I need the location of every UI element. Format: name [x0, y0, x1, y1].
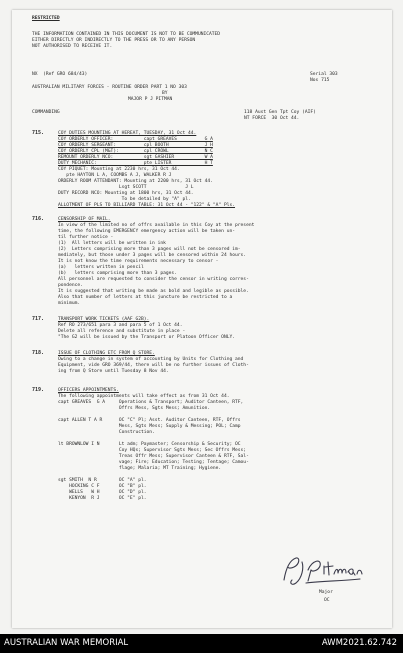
- s716-line: mediately, but those under 3 pages will be censored within 24 hours.: [58, 253, 247, 258]
- archive-reference: AWM2021.62.742: [321, 638, 397, 648]
- s715-line: ALLOTMENT OF PLS TO BILLIARD TABLE: 31 Oct 44 - "122" & "A" Pls.: [58, 203, 236, 208]
- s716-line: (b) letters comprising more than 3 pages.: [58, 271, 177, 276]
- document-page: [12, 10, 392, 628]
- s716-line: til further notice -: [58, 235, 114, 240]
- section-number-718: 718.: [32, 350, 45, 356]
- s719-line: capt ALLEN T A R OC "C" Pl; Asst. Auditor Canteen, RTF, Offrs: [58, 418, 241, 423]
- s716-line: minimum.: [58, 301, 81, 306]
- unit-name: 118 Aust Gen Tpt Coy (AIF): [244, 110, 316, 115]
- s716-line: It is not know the time requirements necessary to censor -: [58, 259, 219, 264]
- s719-line: The following appointments will take effect as from 31 Oct 44.: [58, 394, 230, 399]
- handwritten-signature: [278, 550, 368, 590]
- s715-line: pte HAYTON L A, COOMBS A J, WALKER R J: [58, 173, 172, 178]
- s716-line: Also that number of letters at this juncture be restricted to a: [58, 295, 233, 300]
- archive-footer: [0, 634, 403, 653]
- s719-line: WELLS W H OC "D" pl.: [58, 490, 147, 495]
- s715-line: DUTY RECORD NCO: Mounting at 1800 hrs, 31 Oct 44.: [58, 191, 194, 196]
- s718-heading: ISSUE OF CLOTHING ETC FROM Q STORE.: [58, 351, 155, 356]
- s719-line: lt BROWNLOW I N Lt adm; Paymaster; Censorship & Security; OC: [58, 442, 241, 447]
- s715-line: COY ORDERLY OFFICER: capt GREAVES G A: [58, 137, 213, 142]
- s715-line: DUTY MECHANIC: pte LISTER H T: [58, 161, 213, 166]
- security-notice-line-2: EITHER DIRECTLY OR INDIRECTLY TO THE PRESS OR TO ANY PERSON: [32, 38, 196, 43]
- s719-line: Construction.: [58, 430, 155, 435]
- security-notice-line-1: THE INFORMATION CONTAINED IN THIS DOCUMENT IS NOT TO BE COMMUNICATED: [32, 32, 221, 37]
- s716-line: In view of the limited no of offrs available in this Coy at the present: [58, 223, 255, 228]
- s715-line: ORDERLY ROOM ATTENDANT: Mounting at 2200 hrs, 31 Oct 44.: [58, 179, 213, 184]
- s716-line: pondence.: [58, 283, 83, 288]
- s715-line: COY ORDERLY SERGEANT: cpl BOOTH J H: [58, 143, 213, 148]
- s719-line: vage; Fire; Education; Testing; Tentage; Camou-: [58, 460, 249, 465]
- s718-line: ing from Q Store until Tuesday 8 Nov 44.: [58, 369, 169, 374]
- s716-heading: CENSORSHIP OF MAIL.: [58, 217, 111, 222]
- s717-heading: TRANSPORT WORK TICKETS (AAF G2B).: [58, 317, 150, 322]
- s715-line: COY PIQUET: Mounting at 2230 hrs, 31 Oct 44.: [58, 167, 180, 172]
- s719-heading: OFFICERS APPOINTMENTS.: [58, 388, 119, 393]
- s716-line: (1) All letters will be written in ink: [58, 241, 166, 246]
- signatory-rank: Major: [319, 590, 333, 595]
- signatory-title: OC: [324, 598, 330, 603]
- s719-line: flage; Malaria; MT Training; Hygiene.: [58, 466, 222, 471]
- s716-line: It is suggested that writing be made as bold and legible as possible.: [58, 289, 249, 294]
- s719-line: Mess, Sgts Mess; Supply & Messing; POL; Camp: [58, 424, 241, 429]
- s715-heading: COY DUTIES MOUNTING AT HEREAT, TUESDAY, 31 Oct 44.: [58, 131, 197, 136]
- s715-line: COY ORDERLY CPL (M&T): cpl CROWL N C: [58, 149, 213, 154]
- s719-line: sgt SMITH N R OC "A" pl.: [58, 478, 147, 483]
- s719-line: Coy HQs; Supervisor Sgts Mess; Sec Offrs Mess;: [58, 448, 247, 453]
- s715-line: Lsgt SCOTT J L: [58, 185, 194, 190]
- document-by: BY: [162, 91, 168, 96]
- s716-line: time, the following EMERGENCY emergency action will be taken un-: [58, 229, 236, 234]
- s719-line: capt GREAVES G A Operations & Transport; Auditor Canteen, RTF,: [58, 400, 244, 405]
- s719-line: Treas Offr Mess; Supervisor Canteen & RTF, Sal-: [58, 454, 249, 459]
- section-number-715: 715.: [32, 130, 45, 136]
- reference-number: NX (Ref GRO 684/43): [32, 72, 88, 77]
- s718-line: Equipment, vide GRO 369/44, there will be no further issues of Cloth-: [58, 363, 249, 368]
- section-number-717: 717.: [32, 316, 45, 322]
- s719-line: HOCKING C F OC "B" pl.: [58, 484, 147, 489]
- force-date: NT FORCE 30 Oct 44.: [244, 116, 300, 121]
- security-notice-line-3: NOT AUTHORISED TO RECEIVE IT.: [32, 44, 113, 49]
- serial-number: Serial 303: [310, 72, 338, 77]
- archive-name: AUSTRALIAN WAR MEMORIAL: [4, 638, 129, 648]
- s719-line: Offrs Mess, Sgts Mess; Amunition.: [58, 406, 211, 411]
- section-number-716: 716.: [32, 216, 45, 222]
- s715-line: REMOUNT ORDERLY NCO: sgt GASHIER W A: [58, 155, 213, 160]
- s717-line: "The G2 will be issued by the Transport or Platoon Officer ONLY.: [58, 335, 236, 340]
- s716-line: (2) Letters comprising more than 3 pages will not be censored im-: [58, 247, 241, 252]
- commanding-officer: MAJOR P J PITMAN: [128, 97, 173, 102]
- s716-line: (a) letters written in pencil: [58, 265, 144, 270]
- commanding-label: COMMANDING: [32, 110, 60, 115]
- section-number-719: 719.: [32, 387, 45, 393]
- order-nos: Nos 715: [310, 78, 330, 83]
- s716-line: All personnel are requested to consider the censor in writing corres-: [58, 277, 249, 282]
- s718-line: Owing to a change in system of accounting by Units for Clothing and: [58, 357, 244, 362]
- document-title: AUSTRALIAN MILITARY FORCES - ROUTINE ORDER PART 1 NO 303: [32, 85, 187, 90]
- restricted-marking: RESTRICTED: [32, 16, 60, 21]
- s717-line: Ref RO 273/651 para 3 and para 5 of 1 Oct 44.: [58, 323, 183, 328]
- s715-line: To be detailed by "A" pl.: [58, 197, 191, 202]
- s719-line: KENYON R J OC "E" pl.: [58, 496, 147, 501]
- s717-line: Delete all reference and substitute in place -: [58, 329, 186, 334]
